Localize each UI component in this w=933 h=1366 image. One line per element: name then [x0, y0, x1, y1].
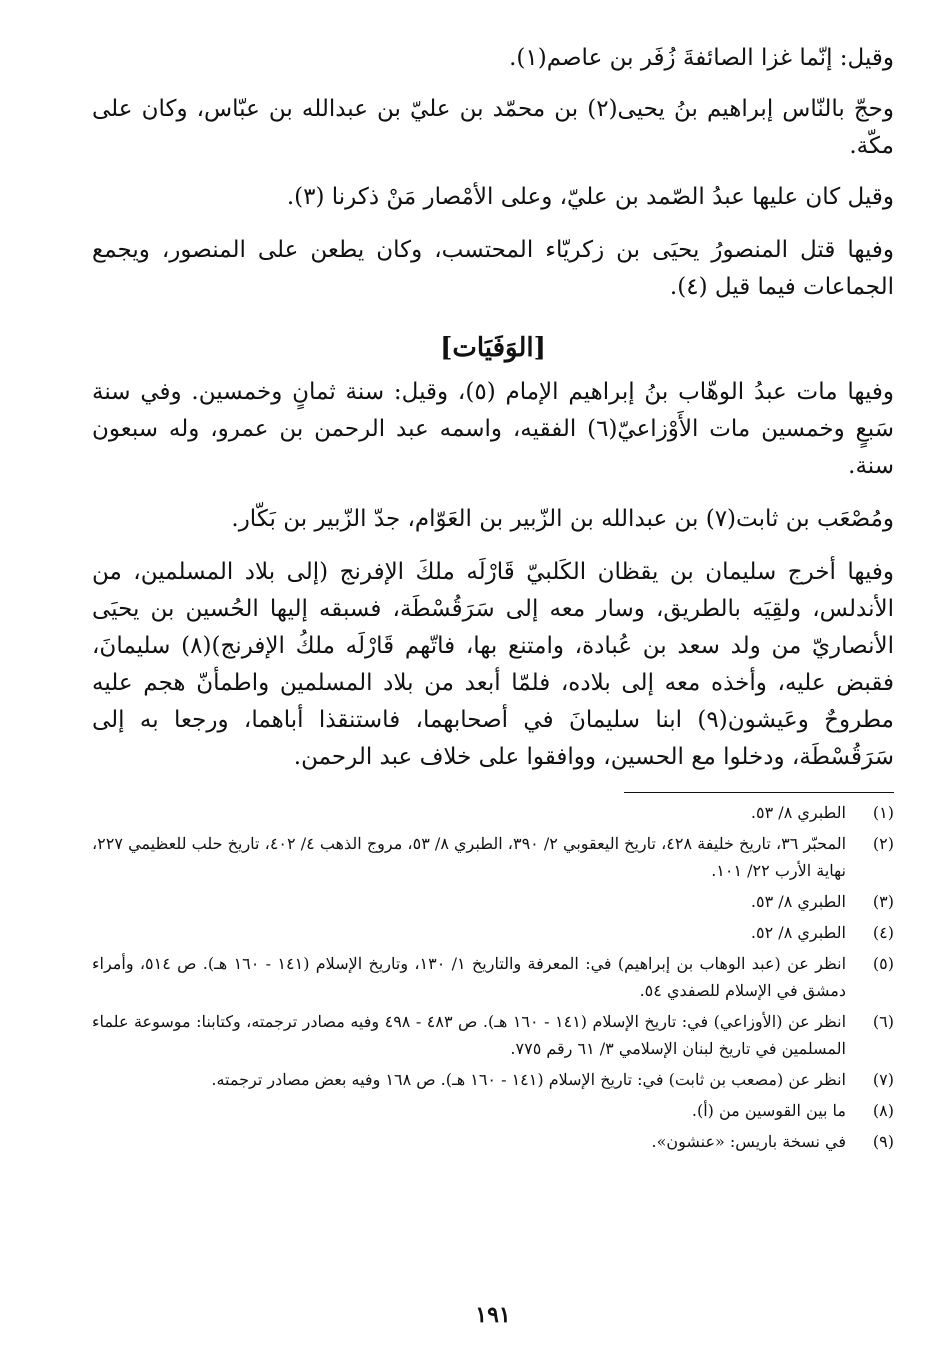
footnote-text: الطبري ٨/ ٥٣. [750, 803, 846, 822]
footnote-item [92, 888, 894, 915]
paragraph-zufar: وقيل: إنّما غزا الصائفةَ زُفَر بن عاصم(١). [509, 45, 894, 71]
footnote-item [92, 1066, 894, 1093]
section-heading-wafayat: [الوَفَيَات] [440, 333, 546, 363]
footnote-text: انظر عن (مصعب بن ثابت) في: تاريخ الإسلام (١٤١ - ١٦٠ هـ). ص ١٦٨ وفيه بعض مصادر ترجمته. [211, 1070, 846, 1089]
footnote-number: (٥) [872, 954, 894, 973]
footnote-text: الطبري ٨/ ٥٢. [750, 923, 846, 942]
footnote-text: المحبّر ٣٦، تاريخ خليفة ٤٢٨، تاريخ اليعقوبي ٢/ ٣٩٠، الطبري ٨/ ٥٣، مروج الذهب ٤/ ٤٠٢، تاريخ حلب للعظيمي ٢٢٧، نهاية الأرب ٢٢/ ١٠١. [92, 834, 847, 880]
footnote-number: (٨) [872, 1101, 894, 1120]
footnote-item [92, 830, 894, 884]
footnote-number: (٩) [872, 1132, 894, 1151]
footnote-item [92, 950, 894, 1004]
footnote-number: (٣) [872, 892, 894, 911]
footnote-text: انظر عن (عبد الوهاب بن إبراهيم) في: المعرفة والتاريخ ١/ ١٣٠، وتاريخ الإسلام (١٤١ - ١٦٠ هـ). ص ٥١٤، وأمراء دمشق في الإسلام للصفدي ٥٤. [92, 954, 847, 1000]
footnote-item [92, 1097, 894, 1124]
paragraph-abd-al-wahhab: وفيها مات عبدُ الوهّاب بنُ إبراهيم الإمام (٥)، وقيل: سنة ثمانٍ وخمسين. وفي سنة سَبعٍ وخمسين مات الأَوْزاعيّ(٦) الفقيه، واسمه عبد الرحمن بن عمرو، وله سبعون سنة. [92, 379, 894, 479]
footnote-item [92, 919, 894, 946]
paragraph-musab: ومُصْعَب بن ثابت(٧) بن عبدالله بن الزّبير بن العَوّام، جدّ الزّبير بن بَكّار. [231, 506, 894, 532]
paragraph-yahya: وفيها قتل المنصورُ يحيَى بن زكريّاء المحتسب، وكان يطعن على المنصور، ويجمع الجماعات فيما قيل (٤). [92, 237, 894, 300]
footnote-separator [624, 792, 894, 793]
footnote-text: انظر عن (الأوزاعي) في: تاريخ الإسلام (١٤١ - ١٦٠ هـ). ص ٤٨٣ - ٤٩٨ وفيه مصادر ترجمته، وكتابنا: موسوعة علماء المسلمين في تاريخ لبنان الإسلامي ٣/ ٦١ رقم ٧٧٥. [92, 1012, 847, 1058]
footnote-text: ما بين القوسين من (أ). [691, 1101, 846, 1120]
footnote-number: (٢) [872, 834, 894, 853]
footnote-item [92, 799, 894, 826]
footnotes [92, 799, 894, 1155]
paragraph-hajj: وحجّ بالنّاس إبراهيم بنُ يحيى(٢) بن محمّد بن عليّ بن عبدالله بن عبّاس، وكان على مكّة. [92, 96, 894, 159]
footnote-text: الطبري ٨/ ٥٣. [750, 892, 846, 911]
main-text [92, 40, 894, 776]
footnote-number: (٧) [872, 1070, 894, 1089]
footnote-number: (٦) [872, 1012, 894, 1031]
book-page [92, 40, 894, 1340]
page-number: ١٩١ [475, 1302, 511, 1328]
footnote-item [92, 1128, 894, 1155]
paragraph-abd-al-samad: وقيل كان عليها عبدُ الصّمد بن عليّ، وعلى الأمْصار مَنْ ذكرنا (٣). [286, 184, 894, 210]
footnote-text: في نسخة باريس: «عنشون». [651, 1132, 846, 1151]
footnote-number: (١) [872, 803, 894, 822]
footnote-item [92, 1008, 894, 1062]
paragraph-sulayman: وفيها أخرج سليمان بن يقظان الكَلبيّ قَارْلَه ملكَ الإفرنج (إلى بلاد المسلمين، من الأندلس، ولقِيَه بالطريق، وسار معه إلى سَرَقُسْطَة، فسبقه إليها الحُسين بن يحيَى الأنصاريّ من ولد سعد بن عُبادة، وامتنع بها، فاتّهم قَارْلَه ملكُ الإفرنج)(٨) سليمانَ، فقبض عليه، وأخذه معه إلى بلاده، فلمّا أبعد من بلاد المسلمين واطمأنّ هجم عليه مطروحٌ وعَيشون(٩) ابنا سليمانَ في أصحابهما، فاستنقذا أباهما، ورجعا به إلى سَرَقُسْطَة، ودخلوا مع الحسين، ووافقوا على خلاف عبد الرحمن. [92, 559, 894, 770]
footnote-number: (٤) [872, 923, 894, 942]
